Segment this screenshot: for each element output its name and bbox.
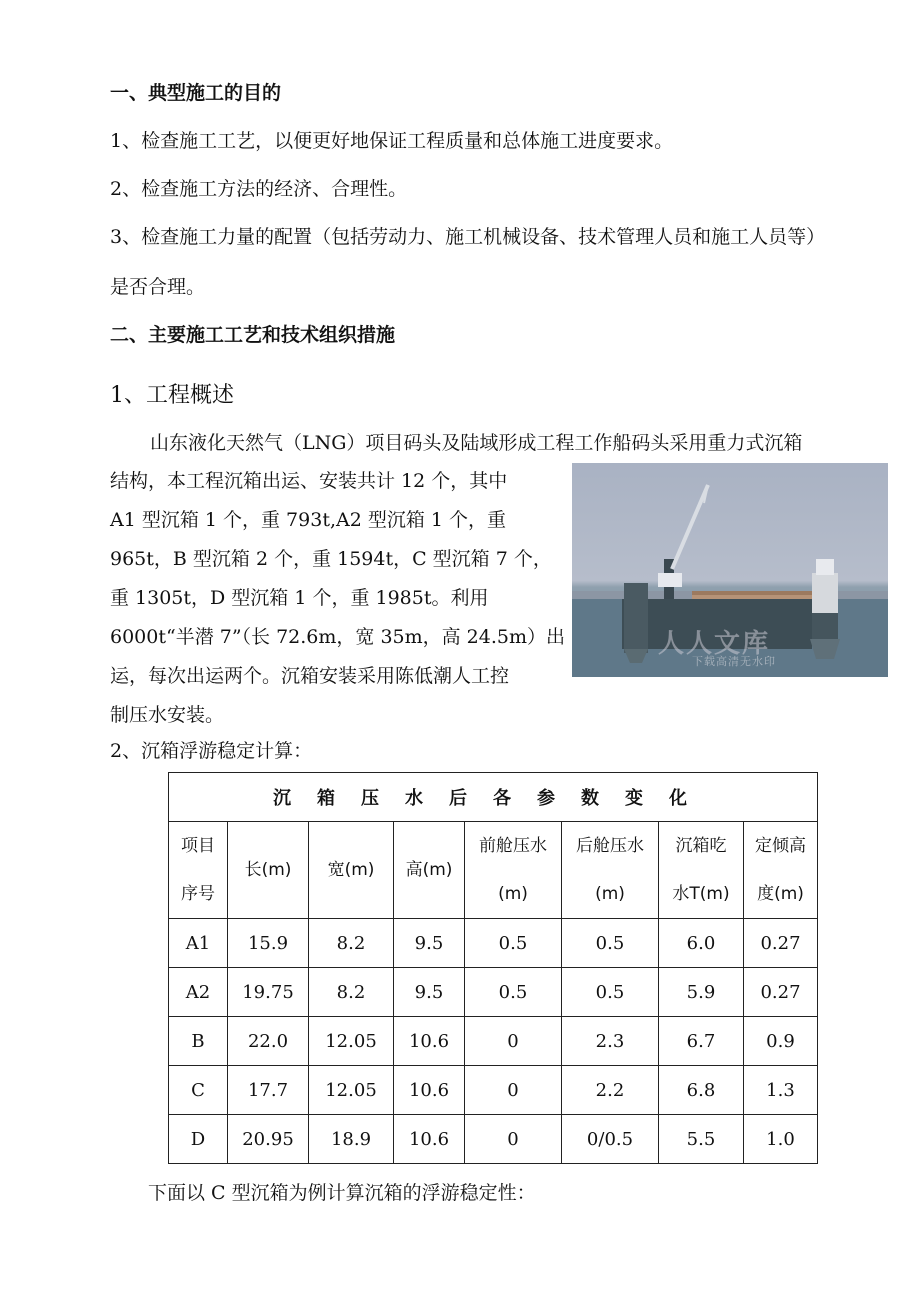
cell-draft: 5.9 — [659, 968, 744, 1017]
closing-line: 下面以 C 型沉箱为例计算沉箱的浮游稳定性： — [148, 1182, 536, 1204]
header-item-no: 项目 序号 — [169, 822, 228, 919]
subheading-stability: 2、沉箱浮游稳定计算： — [110, 740, 313, 762]
purpose-item-3-cont: 是否合理。 — [110, 276, 206, 298]
cell-rear-ballast: 0/0.5 — [562, 1115, 659, 1164]
purpose-item-2: 2、检查施工方法的经济、合理性。 — [110, 178, 408, 200]
overview-line: 山东液化天然气（LNG）项目码头及陆域形成工程工作船码头采用重力式沉箱 — [150, 432, 803, 454]
table-row — [169, 1017, 818, 1066]
watermark-caption: 下载高清无水印 — [692, 655, 776, 668]
overview-line: 制压水安装。 — [110, 704, 225, 726]
purpose-item-3: 3、检查施工力量的配置（包括劳动力、施工机械设备、技术管理人员和施工人员等） — [110, 226, 826, 248]
overview-line: 重 1305t，D 型沉箱 1 个，重 1985t。利用 — [110, 587, 489, 609]
header-front-ballast: 前舱压水 (m) — [465, 822, 562, 919]
cell-rear-ballast: 0.5 — [562, 968, 659, 1017]
header-draft: 沉箱吃 水T(m) — [659, 822, 744, 919]
cell-width: 8.2 — [309, 919, 394, 968]
overview-line: 965t，B 型沉箱 2 个，重 1594t，C 型沉箱 7 个， — [110, 548, 552, 570]
cell-length: 20.95 — [228, 1115, 309, 1164]
table-row — [169, 919, 818, 968]
table-row — [169, 1066, 818, 1115]
cell-type: D — [169, 1115, 228, 1164]
cell-width: 12.05 — [309, 1017, 394, 1066]
section-heading-techniques: 二、主要施工工艺和技术组织措施 — [110, 324, 396, 346]
cell-height: 10.6 — [394, 1115, 465, 1164]
cell-rear-ballast: 2.3 — [562, 1017, 659, 1066]
cell-metacentric-height: 1.0 — [744, 1115, 818, 1164]
caisson-parameter-table — [168, 772, 818, 1164]
cell-front-ballast: 0.5 — [465, 919, 562, 968]
caisson-barge-photo — [572, 463, 888, 677]
cell-draft: 6.0 — [659, 919, 744, 968]
subheading-overview: 1、工程概述 — [110, 383, 234, 408]
section-heading-purpose: 一、典型施工的目的 — [110, 82, 282, 104]
cell-width: 8.2 — [309, 968, 394, 1017]
overview-line: 6000t“半潜 7”（长 72.6m，宽 35m，高 24.5m）出 — [110, 626, 565, 648]
table-row — [169, 1115, 818, 1164]
cell-front-ballast: 0 — [465, 1017, 562, 1066]
cell-rear-ballast: 2.2 — [562, 1066, 659, 1115]
cell-height: 10.6 — [394, 1017, 465, 1066]
cell-draft: 5.5 — [659, 1115, 744, 1164]
cell-length: 15.9 — [228, 919, 309, 968]
cell-metacentric-height: 0.27 — [744, 968, 818, 1017]
overview-line: 结构，本工程沉箱出运、安装共计 12 个，其中 — [110, 470, 508, 492]
cell-type: B — [169, 1017, 228, 1066]
cell-rear-ballast: 0.5 — [562, 919, 659, 968]
overview-line: 运，每次出运两个。沉箱安装采用陈低潮人工控 — [110, 665, 510, 687]
cell-front-ballast: 0 — [465, 1066, 562, 1115]
cell-draft: 6.7 — [659, 1017, 744, 1066]
table-caption: 沉箱压水后各参数变化 — [169, 773, 818, 822]
cell-metacentric-height: 0.27 — [744, 919, 818, 968]
cell-width: 12.05 — [309, 1066, 394, 1115]
cell-front-ballast: 0 — [465, 1115, 562, 1164]
header-rear-ballast: 后舱压水 (m) — [562, 822, 659, 919]
cell-front-ballast: 0.5 — [465, 968, 562, 1017]
cell-height: 9.5 — [394, 968, 465, 1017]
header-metacentric-height: 定倾高 度(m) — [744, 822, 818, 919]
cell-type: A1 — [169, 919, 228, 968]
overview-line: A1 型沉箱 1 个，重 793t,A2 型沉箱 1 个，重 — [110, 509, 507, 531]
cell-height: 10.6 — [394, 1066, 465, 1115]
cell-height: 9.5 — [394, 919, 465, 968]
header-length: 长(m) — [228, 822, 309, 919]
cell-type: A2 — [169, 968, 228, 1017]
cell-length: 19.75 — [228, 968, 309, 1017]
cell-width: 18.9 — [309, 1115, 394, 1164]
cell-length: 22.0 — [228, 1017, 309, 1066]
table-header-row — [169, 822, 818, 919]
cell-metacentric-height: 1.3 — [744, 1066, 818, 1115]
watermark-logo: 人人文库 — [658, 629, 771, 659]
cell-draft: 6.8 — [659, 1066, 744, 1115]
purpose-item-1: 1、检查施工工艺，以便更好地保证工程质量和总体施工进度要求。 — [110, 130, 674, 152]
cell-type: C — [169, 1066, 228, 1115]
header-width: 宽(m) — [309, 822, 394, 919]
cell-metacentric-height: 0.9 — [744, 1017, 818, 1066]
cell-length: 17.7 — [228, 1066, 309, 1115]
table-row — [169, 968, 818, 1017]
header-height: 高(m) — [394, 822, 465, 919]
